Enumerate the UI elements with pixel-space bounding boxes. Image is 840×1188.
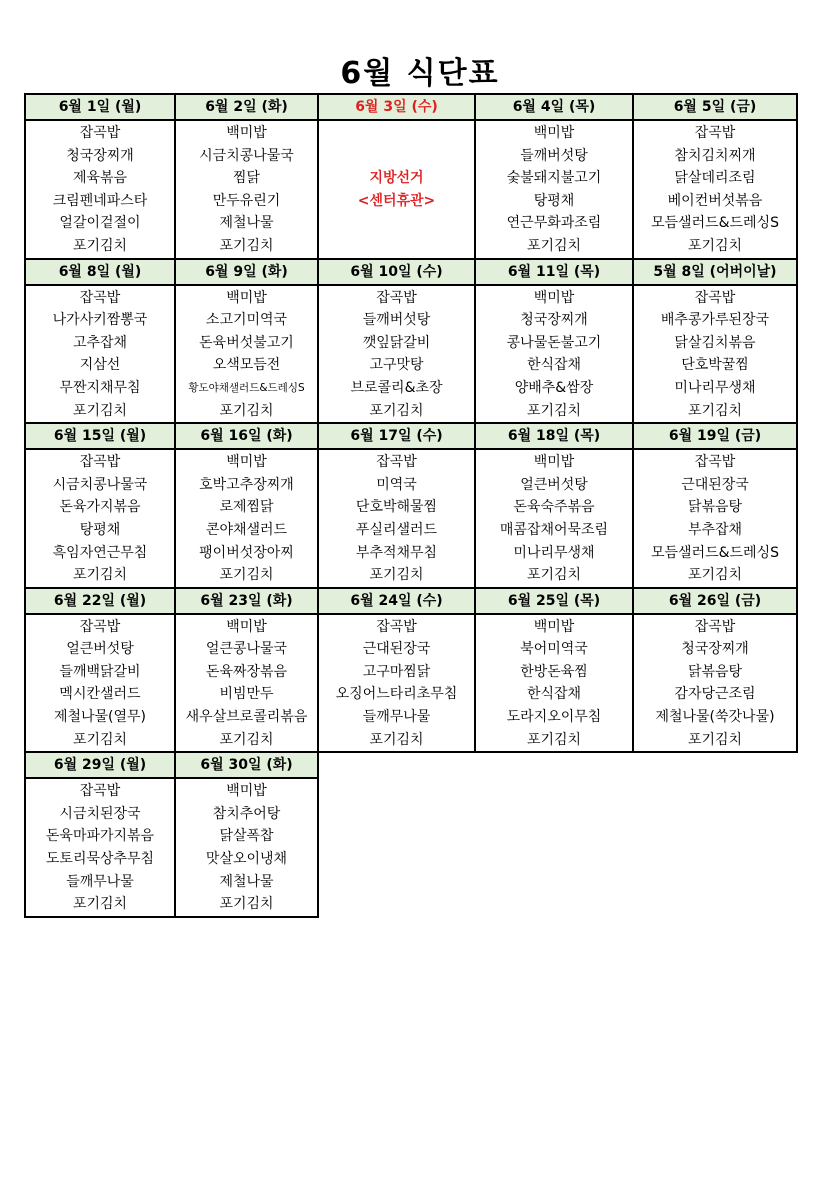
menu-list bbox=[634, 615, 796, 752]
menu-list bbox=[26, 779, 174, 916]
menu-item: 깻잎닭갈비 bbox=[362, 334, 431, 351]
menu-item bbox=[319, 145, 474, 168]
menu-item: 황도야채샐러드&드레싱S bbox=[188, 381, 305, 394]
menu-item: 지삼선 bbox=[79, 357, 121, 374]
menu-item: 잡곡밥 bbox=[79, 454, 121, 471]
menu-item: 백미밥 bbox=[226, 125, 267, 141]
menu-item: 감자당근조림 bbox=[674, 686, 756, 703]
menu-item: 나가사키짬뽕국 bbox=[52, 312, 148, 329]
menu-item: 브로콜리&초장 bbox=[350, 379, 443, 396]
menu-item: 오색모듬전 bbox=[212, 357, 281, 374]
day-cell bbox=[175, 588, 318, 753]
menu-item: 백미밥 bbox=[533, 454, 575, 471]
day-cell bbox=[25, 423, 175, 588]
menu-item: 탕평채 bbox=[79, 521, 121, 538]
menu-item: 제육볶음 bbox=[72, 170, 128, 187]
empty-cell bbox=[633, 752, 797, 917]
menu-item: 모듬샐러드&드레싱S bbox=[651, 215, 779, 232]
menu-item: 호박고추장찌개 bbox=[199, 476, 294, 493]
day-cell bbox=[175, 423, 318, 588]
day-cell bbox=[25, 588, 175, 753]
menu-item: 닭살김치볶음 bbox=[674, 334, 756, 351]
menu-item: 돈육짜장볶음 bbox=[205, 663, 288, 680]
menu-item: 배추콩가루된장국 bbox=[660, 312, 770, 329]
menu-item bbox=[319, 235, 474, 258]
week-row bbox=[25, 588, 797, 753]
menu-item: 얼큰버섯탕 bbox=[520, 476, 588, 493]
menu-item: 백미밥 bbox=[226, 454, 267, 471]
day-cell bbox=[318, 423, 475, 588]
menu-item: 잡곡밥 bbox=[376, 454, 417, 471]
menu-item: 들깨백닭갈비 bbox=[59, 663, 141, 680]
week-row bbox=[25, 423, 797, 588]
menu-item: 백미밥 bbox=[533, 125, 575, 141]
menu-item: 새우살브로콜리볶음 bbox=[185, 709, 308, 726]
day-cell bbox=[633, 94, 797, 259]
menu-item: 백미밥 bbox=[226, 289, 267, 306]
menu-item: 제철나물(쑥갓나물) bbox=[655, 709, 775, 726]
menu-item: 돈육가지볶음 bbox=[59, 499, 141, 516]
menu-item: 북어미역국 bbox=[520, 641, 588, 658]
day-header: 5월 8일 (어버이날) bbox=[634, 260, 796, 286]
menu-item: 제철나물(열무) bbox=[53, 709, 147, 726]
menu-item: 잡곡밥 bbox=[694, 454, 736, 471]
menu-item: 포기김치 bbox=[72, 567, 128, 584]
day-header: 6월 29일 (월) bbox=[26, 753, 174, 779]
menu-item: 부추잡채 bbox=[687, 521, 743, 538]
menu-list bbox=[176, 450, 317, 587]
menu-item: 시금치콩나물국 bbox=[52, 476, 148, 493]
day-cell bbox=[25, 259, 175, 424]
menu-item: 닭살데리조림 bbox=[674, 170, 756, 187]
menu-item: 양배추&쌈장 bbox=[514, 379, 594, 396]
menu-list bbox=[26, 615, 174, 752]
day-header: 6월 10일 (수) bbox=[319, 260, 474, 286]
menu-list bbox=[634, 450, 796, 587]
menu-item: 돈육숙주볶음 bbox=[513, 499, 595, 516]
menu-item: 잡곡밥 bbox=[376, 618, 417, 635]
menu-item: 콘야채샐러드 bbox=[205, 521, 288, 538]
menu-item: 도토리묵상추무침 bbox=[45, 851, 155, 868]
menu-item: 닭볶음탕 bbox=[687, 499, 743, 516]
menu-list bbox=[319, 615, 474, 752]
menu-item: 부추적채무침 bbox=[355, 544, 438, 561]
menu-item: 미역국 bbox=[376, 476, 417, 493]
menu-item: 멕시칸샐러드 bbox=[59, 686, 141, 703]
menu-item: 포기김치 bbox=[526, 731, 582, 748]
menu-item: 백미밥 bbox=[226, 783, 267, 800]
menu-item: 고구맛탕 bbox=[369, 357, 424, 374]
menu-list bbox=[26, 450, 174, 587]
menu-item: 포기김치 bbox=[526, 402, 582, 419]
day-header: 6월 15일 (월) bbox=[26, 424, 174, 450]
empty-cell bbox=[318, 752, 475, 917]
menu-item: 포기김치 bbox=[72, 731, 128, 748]
day-cell bbox=[633, 588, 797, 753]
day-header: 6월 26일 (금) bbox=[634, 589, 796, 615]
menu-item bbox=[319, 212, 474, 235]
menu-item: 미나리무생채 bbox=[674, 379, 756, 396]
menu-item: 맛살오이냉채 bbox=[205, 851, 288, 868]
menu-item: 오징어느타리초무침 bbox=[335, 686, 458, 703]
day-cell bbox=[475, 259, 633, 424]
meal-calendar bbox=[24, 93, 798, 918]
day-cell bbox=[25, 94, 175, 259]
menu-item: 잡곡밥 bbox=[694, 125, 736, 141]
menu-item: 돈육버섯불고기 bbox=[199, 334, 294, 351]
menu-item: 고추잡채 bbox=[72, 334, 128, 351]
menu-item: 지방선거 bbox=[369, 170, 424, 187]
menu-item: 시금치콩나물국 bbox=[199, 147, 294, 164]
menu-item: 포기김치 bbox=[369, 731, 424, 748]
day-header: 6월 30일 (화) bbox=[176, 753, 317, 779]
menu-item: 포기김치 bbox=[687, 402, 743, 419]
menu-item: 근대된장국 bbox=[681, 476, 749, 493]
menu-list bbox=[26, 121, 174, 258]
menu-item: 닭살폭찹 bbox=[219, 828, 274, 845]
menu-item: 모듬샐러드&드레싱S bbox=[651, 544, 779, 561]
menu-item: 백미밥 bbox=[226, 618, 267, 635]
menu-item: 참치김치찌개 bbox=[674, 147, 756, 164]
menu-item: 청국장찌개 bbox=[681, 641, 749, 658]
day-header: 6월 19일 (금) bbox=[634, 424, 796, 450]
day-header: 6월 16일 (화) bbox=[176, 424, 317, 450]
week-row bbox=[25, 94, 797, 259]
menu-item: 고구마찜닭 bbox=[362, 663, 431, 680]
menu-item: 얼큰버섯탕 bbox=[66, 641, 134, 658]
menu-list bbox=[634, 286, 796, 423]
menu-item: 잡곡밥 bbox=[79, 125, 121, 141]
menu-item: 단호박꿀찜 bbox=[681, 357, 749, 374]
menu-item: 숯불돼지불고기 bbox=[506, 170, 602, 187]
menu-item: 백미밥 bbox=[533, 618, 575, 635]
day-header: 6월 22일 (월) bbox=[26, 589, 174, 615]
menu-list bbox=[319, 286, 474, 423]
menu-item: 포기김치 bbox=[219, 567, 274, 584]
menu-item: 백미밥 bbox=[533, 289, 575, 306]
menu-item: 크림펜네파스타 bbox=[52, 192, 148, 209]
menu-list bbox=[319, 121, 474, 258]
menu-item: 도라지오이무침 bbox=[506, 709, 602, 726]
menu-item: 얼갈이겉절이 bbox=[59, 215, 141, 232]
menu-list bbox=[476, 286, 632, 423]
day-header: 6월 1일 (월) bbox=[26, 95, 174, 121]
menu-item: 포기김치 bbox=[72, 237, 128, 254]
menu-item: 한식잡채 bbox=[526, 686, 582, 703]
menu-item: 잡곡밥 bbox=[694, 618, 736, 635]
menu-item: 푸실리샐러드 bbox=[355, 521, 438, 538]
menu-item: 포기김치 bbox=[219, 896, 274, 913]
menu-item: 잡곡밥 bbox=[79, 289, 121, 306]
menu-item: 연근무화과조림 bbox=[506, 215, 602, 232]
menu-item: 포기김치 bbox=[219, 731, 274, 748]
menu-list bbox=[176, 121, 317, 258]
menu-item: 단호박해물찜 bbox=[355, 499, 438, 516]
menu-item: 들깨무나물 bbox=[362, 709, 431, 726]
menu-item: 닭볶음탕 bbox=[687, 663, 743, 680]
menu-item: 한식잡채 bbox=[526, 357, 582, 374]
menu-item: 들깨무나물 bbox=[66, 873, 134, 890]
menu-item: 탕평채 bbox=[533, 192, 575, 209]
day-header: 6월 17일 (수) bbox=[319, 424, 474, 450]
menu-item: 찜닭 bbox=[232, 170, 261, 187]
menu-item: 포기김치 bbox=[687, 731, 743, 748]
menu-item: 포기김치 bbox=[687, 237, 743, 254]
day-cell bbox=[318, 588, 475, 753]
menu-item: 포기김치 bbox=[219, 402, 274, 419]
menu-item: 무짠지채무침 bbox=[59, 379, 141, 396]
menu-list bbox=[176, 286, 317, 423]
menu-item: 로제찜닭 bbox=[219, 499, 274, 516]
menu-list bbox=[176, 615, 317, 752]
day-cell bbox=[475, 423, 633, 588]
day-header: 6월 25일 (목) bbox=[476, 589, 632, 615]
day-header: 6월 11일 (목) bbox=[476, 260, 632, 286]
week-row bbox=[25, 259, 797, 424]
day-cell bbox=[25, 752, 175, 917]
menu-item: 제철나물 bbox=[219, 215, 274, 232]
menu-item: 참치추어탕 bbox=[212, 805, 281, 822]
menu-item: 포기김치 bbox=[687, 567, 743, 584]
menu-item: 흑임자연근무침 bbox=[52, 544, 148, 561]
day-header: 6월 5일 (금) bbox=[634, 95, 796, 121]
day-header: 6월 8일 (월) bbox=[26, 260, 174, 286]
day-cell bbox=[475, 94, 633, 259]
menu-item: 베이컨버섯볶음 bbox=[667, 192, 763, 209]
day-header: 6월 3일 (수) bbox=[319, 95, 474, 121]
menu-item: 포기김치 bbox=[369, 402, 424, 419]
menu-item: 팽이버섯장아찌 bbox=[199, 544, 294, 561]
menu-list bbox=[319, 450, 474, 587]
menu-item: 포기김치 bbox=[526, 567, 582, 584]
menu-item: 콩나물돈불고기 bbox=[506, 334, 602, 351]
menu-item: 잡곡밥 bbox=[79, 618, 121, 635]
menu-list bbox=[476, 450, 632, 587]
menu-item: <센터휴관> bbox=[357, 192, 436, 209]
menu-item: 포기김치 bbox=[219, 237, 274, 254]
day-cell bbox=[475, 588, 633, 753]
menu-item: 포기김치 bbox=[72, 896, 128, 913]
day-cell bbox=[633, 423, 797, 588]
menu-item: 들깨버섯탕 bbox=[520, 147, 588, 164]
menu-item: 소고기미역국 bbox=[205, 312, 288, 329]
menu-item: 잡곡밥 bbox=[694, 289, 736, 306]
day-cell bbox=[175, 259, 318, 424]
menu-list bbox=[176, 779, 317, 916]
menu-item: 돈육마파가지볶음 bbox=[45, 828, 155, 845]
menu-list bbox=[476, 615, 632, 752]
week-row bbox=[25, 752, 797, 917]
day-header: 6월 2일 (화) bbox=[176, 95, 317, 121]
day-cell bbox=[175, 94, 318, 259]
menu-item: 들깨버섯탕 bbox=[362, 312, 431, 329]
menu-item: 매콤잡채어묵조림 bbox=[499, 521, 609, 538]
day-header: 6월 23일 (화) bbox=[176, 589, 317, 615]
menu-item: 시금치된장국 bbox=[59, 805, 141, 822]
menu-item: 청국장찌개 bbox=[520, 312, 588, 329]
day-header: 6월 4일 (목) bbox=[476, 95, 632, 121]
day-header: 6월 18일 (목) bbox=[476, 424, 632, 450]
day-cell bbox=[175, 752, 318, 917]
menu-list bbox=[476, 121, 632, 258]
menu-item: 잡곡밥 bbox=[376, 289, 417, 306]
menu-item: 미나리무생채 bbox=[513, 544, 595, 561]
menu-item: 포기김치 bbox=[72, 402, 128, 419]
menu-item: 한방돈육찜 bbox=[520, 663, 588, 680]
menu-item: 제철나물 bbox=[219, 873, 274, 890]
day-header: 6월 9일 (화) bbox=[176, 260, 317, 286]
empty-cell bbox=[475, 752, 633, 917]
day-cell bbox=[318, 94, 475, 259]
page-title: 6월 식단표 bbox=[340, 56, 500, 91]
day-cell bbox=[318, 259, 475, 424]
menu-item: 청국장찌개 bbox=[66, 147, 134, 164]
menu-item: 비빔만두 bbox=[219, 686, 274, 703]
menu-item: 만두유린기 bbox=[212, 192, 281, 209]
menu-item: 포기김치 bbox=[369, 567, 424, 584]
day-header: 6월 24일 (수) bbox=[319, 589, 474, 615]
menu-item: 얼큰콩나물국 bbox=[205, 641, 288, 658]
menu-list bbox=[26, 286, 174, 423]
menu-item: 포기김치 bbox=[526, 237, 582, 254]
day-cell bbox=[633, 259, 797, 424]
menu-item: 근대된장국 bbox=[362, 641, 431, 658]
menu-item bbox=[319, 122, 474, 145]
menu-item: 잡곡밥 bbox=[79, 783, 121, 800]
menu-list bbox=[634, 121, 796, 258]
